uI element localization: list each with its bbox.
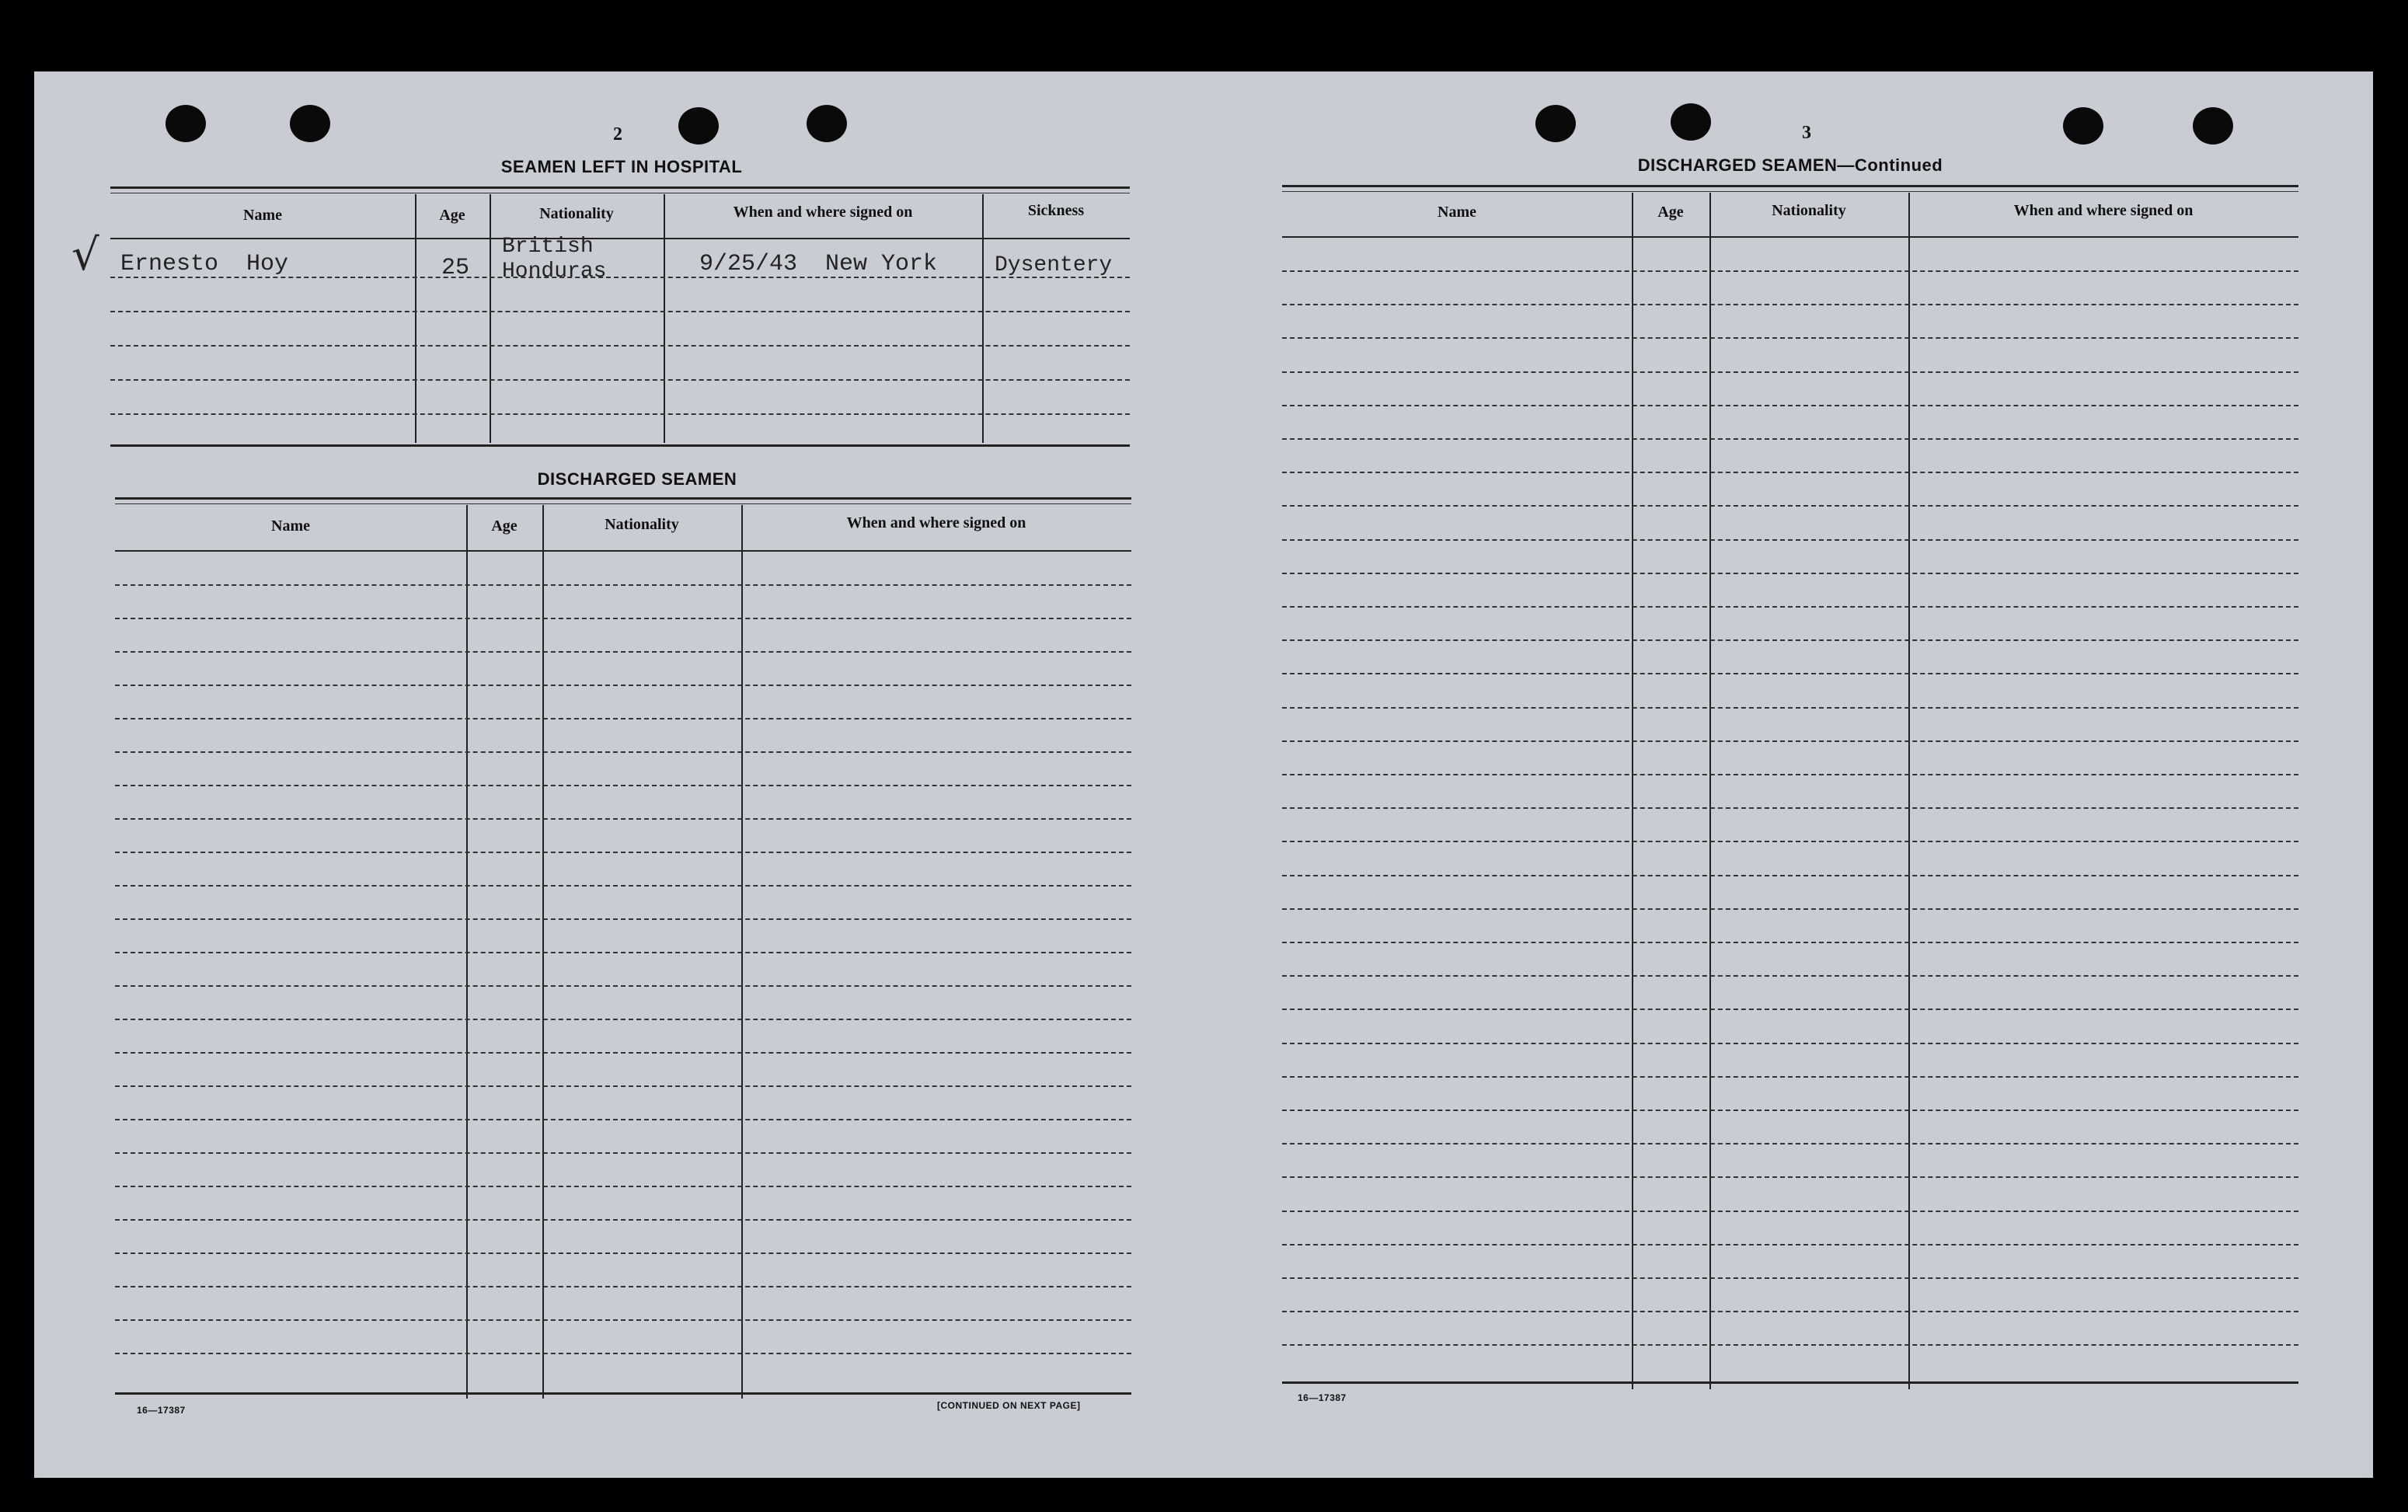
table-row-line <box>1282 1244 2298 1245</box>
column-header-signed-on: When and where signed on <box>846 514 1026 531</box>
discharged-continued-table <box>1282 185 2298 1389</box>
table-row-line <box>1282 1009 2298 1010</box>
table-row-line <box>1282 707 2298 709</box>
table-row-line <box>115 785 1131 786</box>
table-row-line <box>1282 1176 2298 1178</box>
punch-hole <box>678 107 719 145</box>
table-row-line <box>1282 673 2298 674</box>
entry-signed-on: 9/25/43 New York <box>699 251 938 277</box>
table-row-line <box>1282 505 2298 507</box>
entry-nationality-line1: British <box>502 235 594 259</box>
table-row-line <box>115 1186 1131 1187</box>
table-row-line <box>1282 1143 2298 1144</box>
table-row-line <box>1282 774 2298 775</box>
table-row-line <box>1282 1211 2298 1212</box>
column-header-nationality: Nationality <box>1772 202 1846 219</box>
column-header-name: Name <box>271 517 310 535</box>
table-row-line <box>115 651 1131 653</box>
table-row-line <box>1282 539 2298 541</box>
column-header-nationality: Nationality <box>539 205 614 222</box>
punch-hole <box>2063 107 2103 145</box>
table-row-line <box>1282 639 2298 641</box>
table-row-line <box>1282 606 2298 608</box>
punch-hole <box>2193 107 2233 145</box>
table-row-line <box>1282 270 2298 272</box>
table-row-line <box>1282 405 2298 406</box>
page-number-left: 2 <box>613 124 622 145</box>
table-row-line <box>115 852 1131 853</box>
entry-name: Ernesto Hoy <box>120 251 289 277</box>
discharged-section-title: DISCHARGED SEAMEN <box>537 469 737 489</box>
punch-hole <box>290 105 330 142</box>
punch-hole <box>1671 103 1711 141</box>
table-row-line <box>1282 1277 2298 1279</box>
table-row-line <box>1282 908 2298 910</box>
table-row-line <box>1282 1344 2298 1346</box>
continued-note: [CONTINUED ON NEXT PAGE] <box>937 1400 1081 1411</box>
entry-nationality-line2: Honduras <box>502 260 607 284</box>
table-row-line <box>115 818 1131 820</box>
column-header-age: Age <box>491 517 517 535</box>
table-row-line <box>1282 942 2298 943</box>
table-row-line <box>115 985 1131 987</box>
table-row-line <box>1282 1043 2298 1044</box>
table-row-line <box>1282 472 2298 473</box>
table-row-line <box>1282 740 2298 742</box>
column-header-signed-on: When and where signed on <box>2013 202 2194 219</box>
table-row-line <box>1282 875 2298 876</box>
punch-hole <box>166 105 206 142</box>
table-row-line <box>115 918 1131 920</box>
punch-hole <box>1535 105 1576 142</box>
entry-age: 25 <box>441 255 470 281</box>
column-header-age: Age <box>1657 204 1684 221</box>
checkmark: √ <box>71 230 99 280</box>
column-header-name: Name <box>1437 204 1476 221</box>
table-row-line <box>115 1286 1131 1287</box>
table-row-line <box>115 1252 1131 1254</box>
discharged-continued-title: DISCHARGED SEAMEN—Continued <box>1637 155 1943 175</box>
table-row-line <box>115 584 1131 586</box>
table-row-line <box>1282 1110 2298 1111</box>
table-row-line <box>1282 371 2298 373</box>
table-row-line <box>115 1119 1131 1120</box>
table-row-line <box>115 1219 1131 1221</box>
hospital-section-title: SEAMEN LEFT IN HOSPITAL <box>500 157 743 176</box>
table-row-line <box>115 718 1131 719</box>
column-header-sickness: Sickness <box>1027 202 1085 219</box>
table-row-line <box>115 1152 1131 1154</box>
punch-hole <box>807 105 847 142</box>
table-row-line <box>115 1085 1131 1087</box>
table-row-line <box>1282 438 2298 440</box>
table-row-line <box>1282 337 2298 339</box>
page-number-right: 3 <box>1802 123 1811 143</box>
form-number-right: 16—17387 <box>1298 1392 1347 1403</box>
table-row-line <box>1282 1311 2298 1312</box>
table-row-line <box>1282 573 2298 574</box>
table-row-line <box>1282 807 2298 809</box>
table-row-line <box>1282 975 2298 977</box>
table-row-line <box>115 1353 1131 1354</box>
table-row-line <box>1282 841 2298 842</box>
table-row-line <box>115 685 1131 686</box>
table-row-line <box>115 1319 1131 1321</box>
table-row-line <box>1282 1076 2298 1078</box>
entry-sickness: Dysentery <box>995 253 1113 277</box>
discharged-table <box>115 497 1131 1399</box>
table-row-line <box>115 952 1131 953</box>
column-header-name: Name <box>243 207 282 224</box>
table-row-line <box>115 751 1131 753</box>
column-header-signed-on: When and where signed on <box>733 204 913 221</box>
column-header-nationality: Nationality <box>605 516 679 533</box>
form-number-left: 16—17387 <box>137 1405 186 1416</box>
table-row-line <box>1282 304 2298 305</box>
table-row-line <box>115 1019 1131 1020</box>
table-row-line <box>115 885 1131 887</box>
hospital-table <box>110 186 1130 451</box>
column-header-age: Age <box>439 207 465 224</box>
table-row-line <box>115 1052 1131 1054</box>
table-row-line <box>115 618 1131 619</box>
